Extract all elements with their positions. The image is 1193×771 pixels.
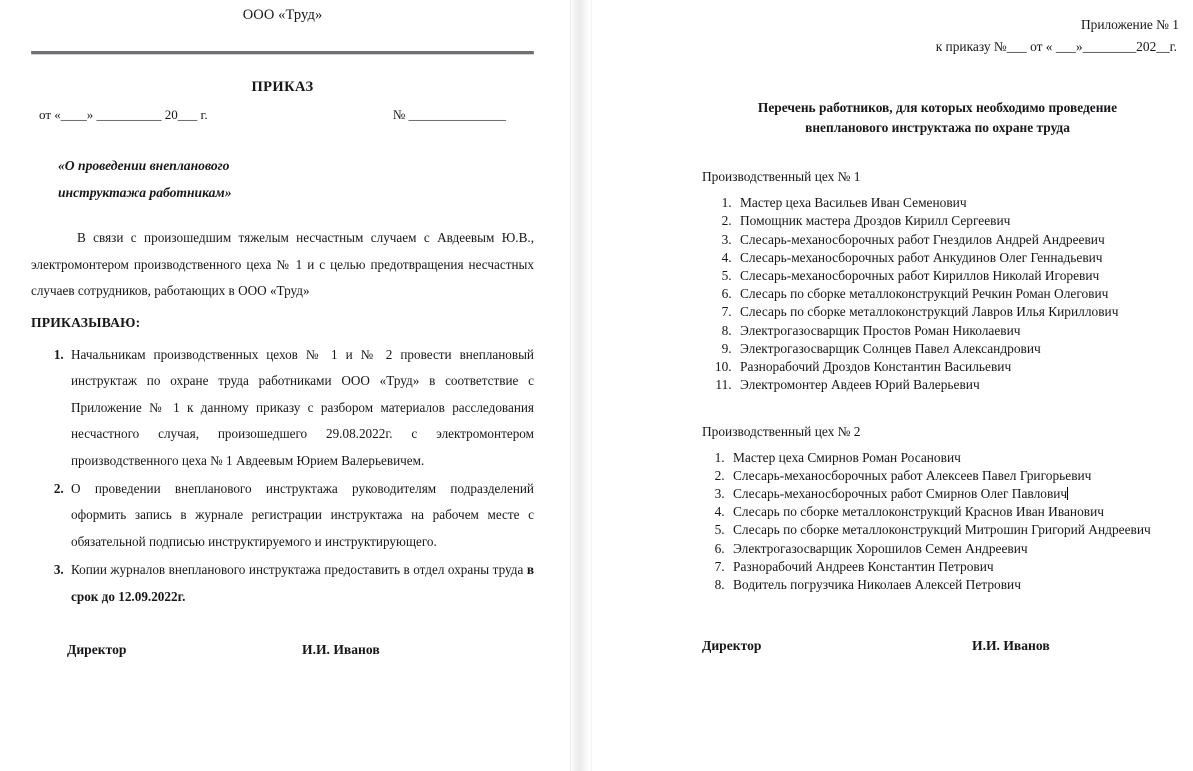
header-divider <box>31 51 534 54</box>
order-signature-row <box>31 643 534 657</box>
date-and-number-row <box>31 108 534 121</box>
appendix-order-reference[interactable]: к приказу №___ от « ___»________202__г. <box>935 39 1177 55</box>
order-subject-line-2: инструктажа работникам» <box>58 184 232 200</box>
page-order <box>0 0 570 771</box>
staff-list-item: 2. Слесарь-механосборочных работ Алексеев Павел Григорьевич <box>728 467 1183 485</box>
staff-list-item: 8. Водитель погрузчика Николаев Алексей Петрович <box>728 576 1183 594</box>
staff-list-item: 7. Разнорабочий Андреев Константин Петрович <box>728 558 1183 576</box>
shop-2-label: Производственный цех № 2 <box>702 423 861 439</box>
signatory-name: И.И. Иванов <box>972 638 1050 654</box>
order-preamble: В связи с произошедшим тяжелым несчастным случаем с Авдеевым Ю.В., электромонтером производственного цеха № 1 и с целью предотвращения несчастных случаев сотрудников, работающих в ООО «Труд» <box>31 230 534 298</box>
page-appendix <box>592 0 1193 771</box>
staff-list-item: 9. Электрогазосварщик Солнцев Павел Александрович <box>735 340 1183 358</box>
order-item <box>67 342 534 474</box>
order-item-text: Копии журналов внепланового инструктажа предоставить в отдел охраны труда <box>71 562 527 578</box>
appendix-number: Приложение № 1 <box>1080 17 1179 32</box>
shop-2-staff-list <box>702 449 1183 595</box>
staff-list-item: 3. Слесарь-механосборочных работ Гнездилов Андрей Андреевич <box>735 231 1183 249</box>
appendix-title-line-2: внепланового инструктажа по охране труда <box>805 119 1070 135</box>
staff-list-item: 7. Слесарь по сборке металлоконструкций Лавров Илья Кириллович <box>735 303 1183 321</box>
order-item-text: Начальникам производственных цехов № 1 и № 2 провести внеплановый инструктаж по охране труда работниками ООО «Труд» в соответствие с Приложение № 1 к данному приказу с разбором материалов расследования несчастного случая, произошедшего 29.08.2022г. с электромонтером производственного цеха № 1 Авдеевым Юрием Валерьевичем. <box>71 347 534 468</box>
staff-list-item[interactable] <box>728 485 1183 503</box>
order-item <box>67 476 534 555</box>
order-subject <box>31 159 534 199</box>
appendix-title-line-1: Перечень работников, для которых необходимо проведение <box>757 100 1118 116</box>
staff-list-item: 4. Слесарь по сборке металлоконструкций Краснов Иван Иванович <box>728 503 1183 521</box>
staff-list-item: 11. Электромонтер Авдеев Юрий Валерьевич <box>735 376 1183 394</box>
order-date-field[interactable]: от «____» __________ 20___ г. <box>39 107 208 122</box>
staff-list-item: 6. Слесарь по сборке металлоконструкций Речкин Роман Олегович <box>735 285 1183 303</box>
order-command-word: ПРИКАЗЫВАЮ: <box>31 315 141 331</box>
shop-1-staff-list <box>702 194 1183 394</box>
staff-list-item: 6. Электрогазосварщик Хорошилов Семен Андреевич <box>728 540 1183 558</box>
organization-name: ООО «Труд» <box>242 7 323 23</box>
order-item <box>67 557 534 610</box>
order-item-bold-tail: в срок до 12.09.2022г. <box>71 562 534 604</box>
shop-1-label: Производственный цех № 1 <box>702 169 861 185</box>
staff-list-item: 8. Электрогазосварщик Простов Роман Николаевич <box>735 322 1183 340</box>
staff-list-item: 4. Слесарь-механосборочных работ Анкудинов Олег Геннадьевич <box>735 249 1183 267</box>
order-subject-line-1: «О проведении внепланового <box>58 158 230 173</box>
order-item-text: О проведении внепланового инструктажа руководителям подразделений оформить запись в журнале регистрации инструктажа на рабочем месте с обязательной подписью инструктируемого и инструктирующего. <box>71 481 534 549</box>
staff-list-item: 10. Разнорабочий Дроздов Константин Васильевич <box>735 358 1183 376</box>
signatory-name: И.И. Иванов <box>302 642 380 658</box>
page-gutter <box>570 0 592 771</box>
staff-list-item: 1. Мастер цеха Васильев Иван Семенович <box>735 194 1183 212</box>
staff-list-item-text: Слесарь-механосборочных работ Смирнов Олег Павлович <box>733 485 1068 501</box>
signatory-role: Директор <box>702 638 762 654</box>
staff-list-item: 1. Мастер цеха Смирнов Роман Росанович <box>728 449 1183 467</box>
order-number-field[interactable]: № _______________ <box>392 107 506 122</box>
staff-list-item: 5. Слесарь-механосборочных работ Кириллов Николай Игоревич <box>735 267 1183 285</box>
appendix-header <box>702 0 1183 58</box>
staff-list-item: 5. Слесарь по сборке металлоконструкций Митрошин Григорий Андреевич <box>728 521 1183 539</box>
document-kind-title: ПРИКАЗ <box>251 78 314 95</box>
text-cursor-caret <box>1067 487 1068 500</box>
order-items-list <box>31 342 534 610</box>
staff-list-item: 2. Помощник мастера Дроздов Кирилл Сергеевич <box>735 212 1183 230</box>
appendix-title <box>702 98 1183 137</box>
signatory-role: Директор <box>67 642 127 658</box>
appendix-signature-row <box>702 638 1183 654</box>
